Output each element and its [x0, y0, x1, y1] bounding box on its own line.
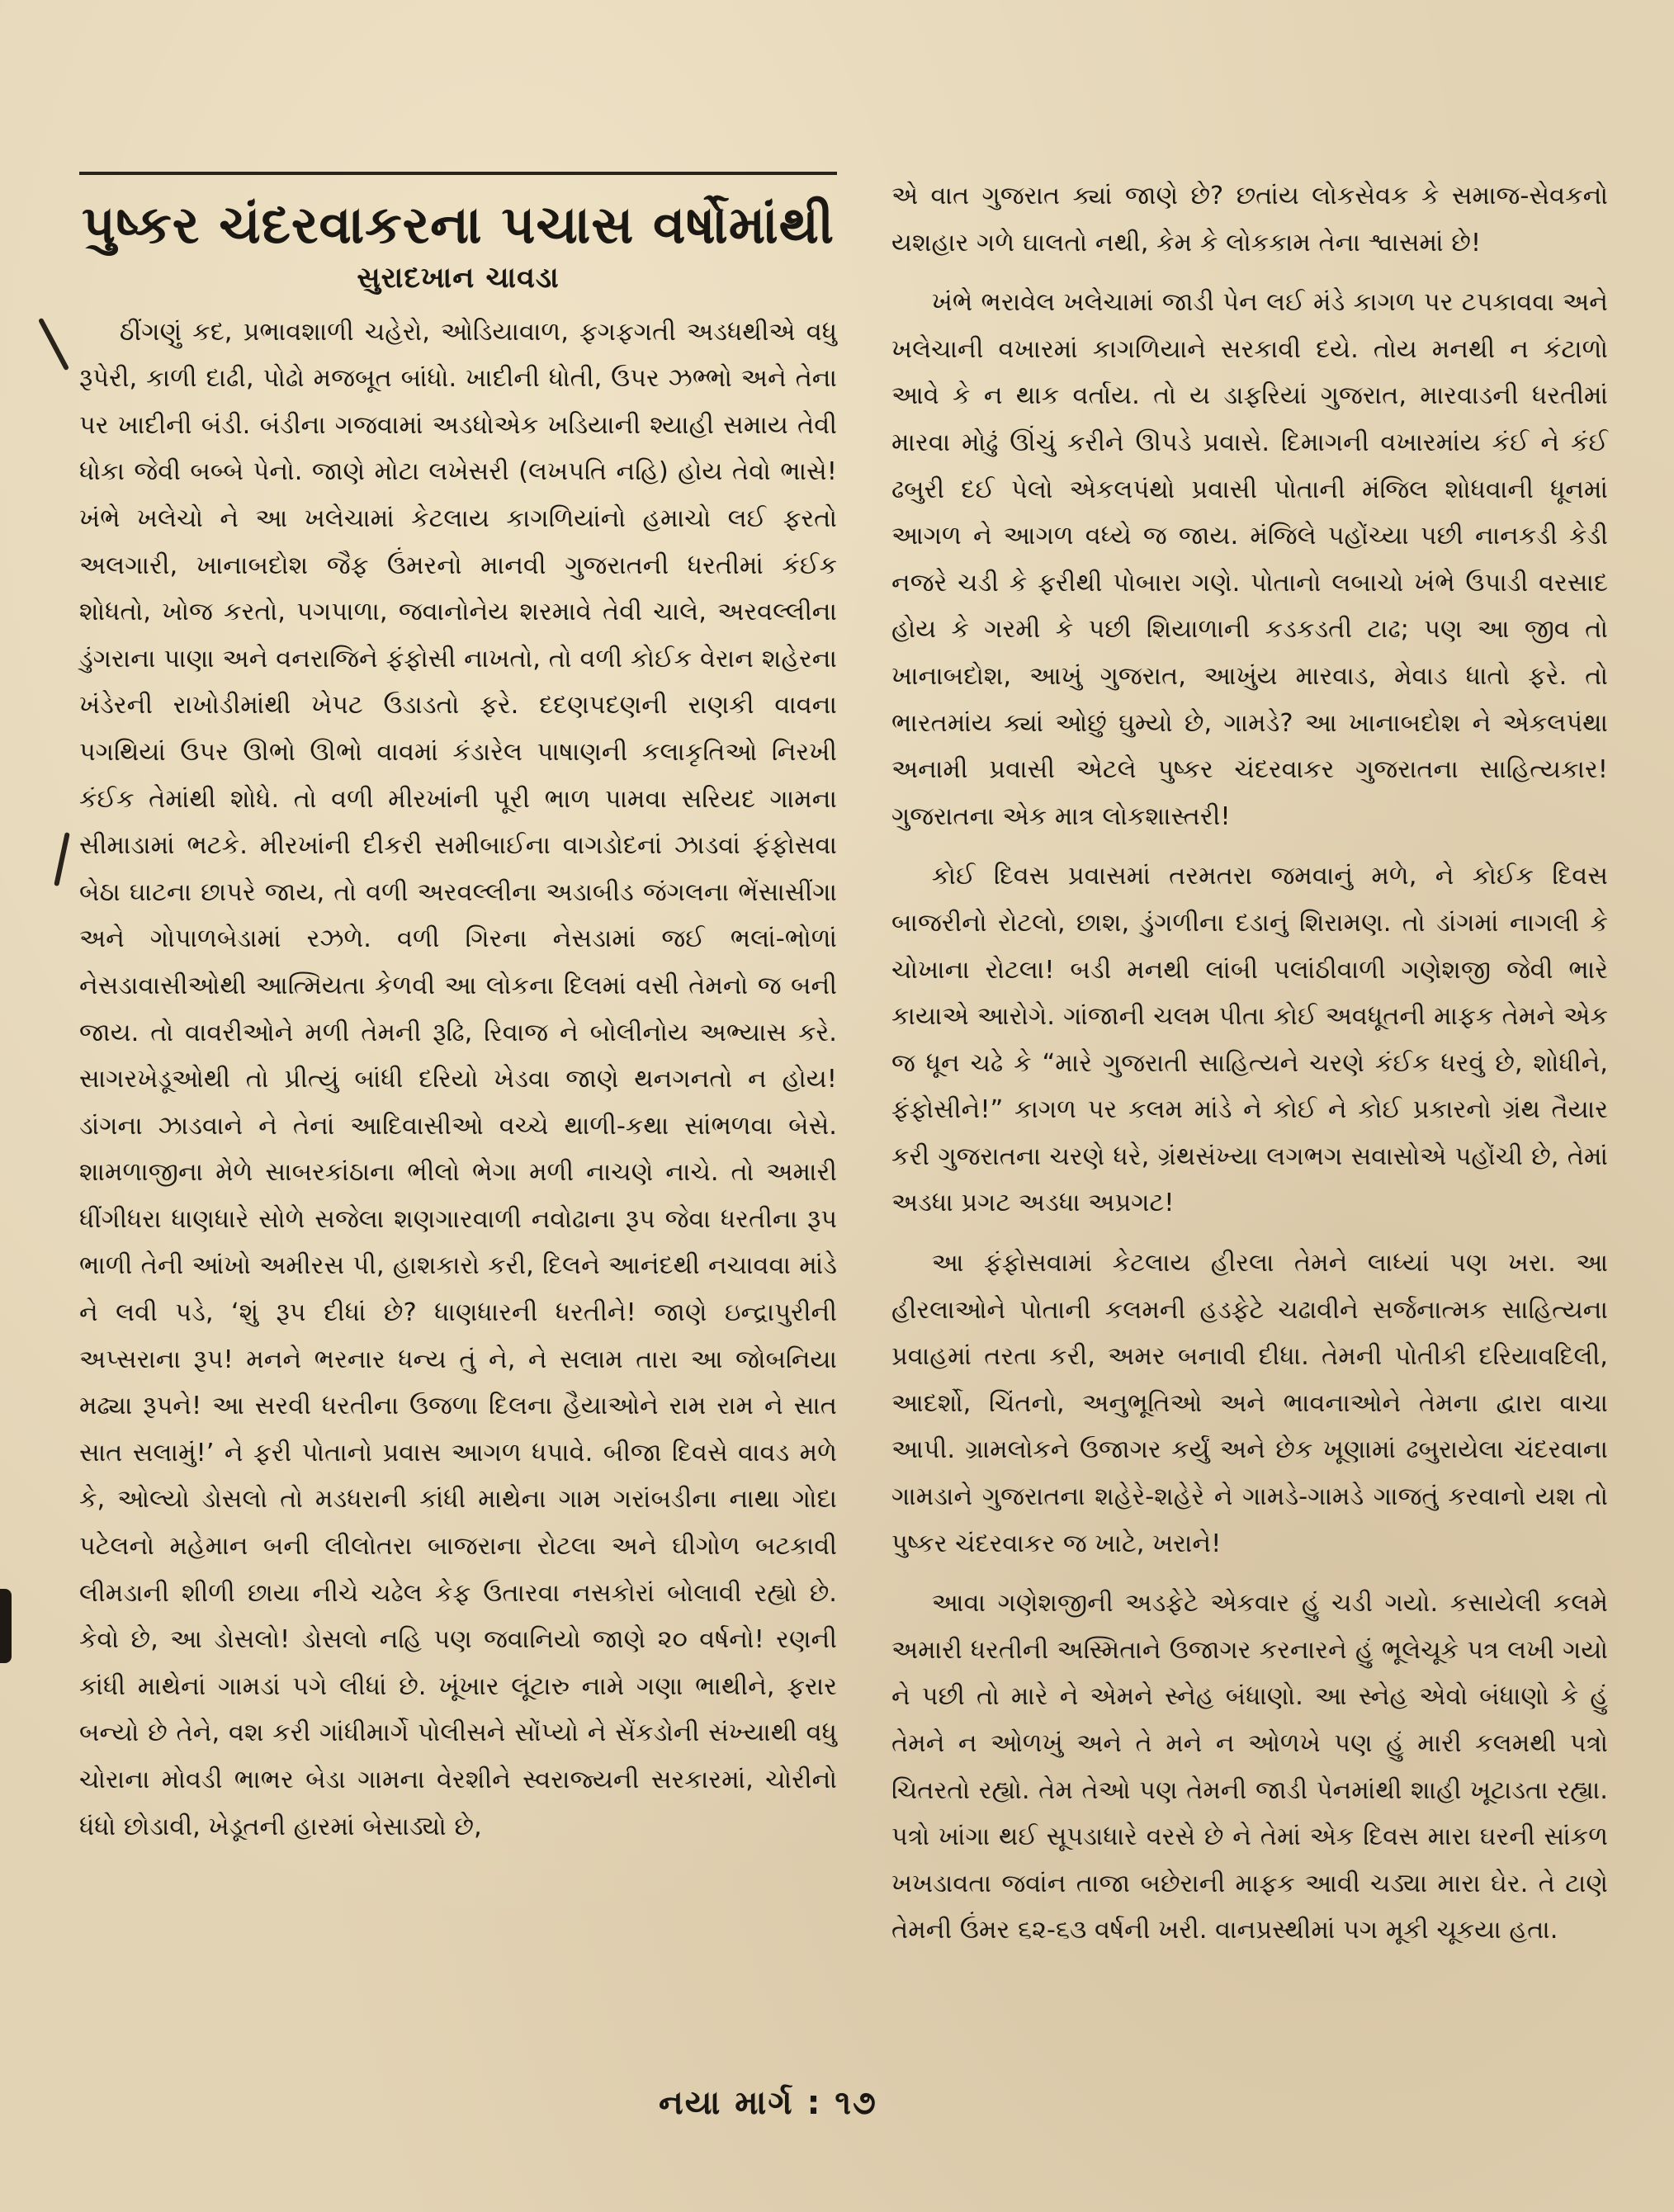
page-number: ૧૭	[835, 2084, 877, 2122]
right-column	[891, 173, 1608, 1954]
article-author: સુરાદખાન ચાવડા	[357, 261, 560, 295]
margin-pen-mark	[54, 832, 70, 886]
article-paragraph: એ વાત ગુજરાત ક્યાં જાણે છે? છતાંય લોકસેવક કે સમાજ-સેવકનો યશહાર ગળે ઘાલતો નથી, કેમ કે લોકકામ તેના શ્વાસમાં છે!	[891, 182, 1608, 258]
article-paragraph: આવા ગણેશજીની અડફેટે એકવાર હું ચડી ગયો. કસાયેલી કલમે અમારી ધરતીની અસ્મિતાને ઉજાગર કરનારને હું ભૂલેચૂકે પત્ર લખી ગયો ને પછી તો મારે ને એમને સ્નેહ બંધાણો. આ સ્નેહ એવો બંધાણો કે હું તેમને ન ઓળખું અને તે મને ન ઓળખે પણ હું મારી કલમથી પત્રો ચિતરતો રહ્યો. તેમ તેઓ પણ તેમની જાડી પેનમાંથી શાહી ખૂટાડતા રહ્યા. પત્રો ખાંગા થઈ સૂપડાધારે વરસે છે ને તેમાં એક દિવસ મારા ઘરની સાંકળ ખખડાવતા જવાંન તાજા બછેરાની માફક આવી ચડ્યા મારા ઘેર. તે ટાણે તેમની ઉંમર ૬૨-૬૩ વર્ષની ખરી. વાનપ્રસ્થીમાં પગ મૂકી ચૂકયા હતા.	[891, 1589, 1608, 1945]
page-footer	[659, 2084, 877, 2122]
article-paragraph: આ ફંફોસવામાં કેટલાય હીરલા તેમને લાધ્યાં પણ ખરા. આ હીરલાઓને પોતાની કલમની હડફેટે ચઢાવીને સર્જનાત્મક સાહિત્યના પ્રવાહમાં તરતા કરી, અમર બનાવી દીધા. તેમની પોતીકી દરિયાવદિલી, આદર્શો, ચિંતનો, અનુભૂતિઓ અને ભાવનાઓને તેમના દ્વારા વાચા આપી. ગ્રામલોકને ઉજાગર કર્યું અને છેક ખૂણામાં ઢબુરાયેલા ચંદરવાના ગામડાને ગુજરાતના શહેરે-શહેરે ને ગામડે-ગામડે ગાજતું કરવાનો યશ તો પુષ્કર ચંદરવાકર જ ખાટે, ખરાને!	[891, 1249, 1608, 1558]
article-paragraph: ખંભે ભરાવેલ ખલેચામાં જાડી પેન લઈ મંડે કાગળ પર ટપકાવવા અને ખલેચાની વખારમાં કાગળિયાને સરકાવી દયે. તોય મનથી ન કંટાળો આવે કે ન થાક વર્તાય. તો ય ડાફરિયાં ગુજરાત, મારવાડની ધરતીમાં મારવા મોઢું ઊંચું કરીને ઊપડે પ્રવાસે. દિમાગની વખારમાંય કંઈ ને કંઈ ઢબુરી દઈ પેલો એકલપંથો પ્રવાસી પોતાની મંજિલ શોધવાની ધૂનમાં આગળ ને આગળ વધ્યે જ જાય. મંજિલે પહોંચ્યા પછી નાનકડી કેડી નજરે ચડી કે ફરીથી પોબારા ગણે. પોતાનો લબાચો ખંભે ઉપાડી વરસાદ હોય કે ગરમી કે પછી શિયાળાની કડકડતી ટાઢ; પણ આ જીવ તો ખાનાબદોશ, આખું ગુજરાત, આખુંય મારવાડ, મેવાડ ધાતો ફરે. તો ભારતમાંય ક્યાં ઓછું ઘુમ્યો છે, ગામડે? આ ખાનાબદોશ ને એકલપંથા અનામી પ્રવાસી એટલે પુષ્કર ચંદરવાકર ગુજરાતના સાહિત્યકાર! ગુજરાતના એક માત્ર લોકશાસ્તરી!	[891, 288, 1608, 831]
journal-name: નયા માર્ગ	[659, 2084, 794, 2122]
footer-separator: :	[806, 2084, 822, 2122]
article-paragraph: કોઈ દિવસ પ્રવાસમાં તરમતરા જમવાનું મળે, ને કોઈક દિવસ બાજરીનો રોટલો, છાશ, ડુંગળીના દડાનું શિરામણ. તો ડાંગમાં નાગલી કે ચોખાના રોટલા! બડી મનથી લાંબી પલાંઠીવાળી ગણેશજી જેવી ભારે કાયાએ આરોગે. ગાંજાની ચલમ પીતા કોઈ અવધૂતની માફક તેમને એક જ ધૂન ચઢે કે “મારે ગુજરાતી સાહિત્યને ચરણે કંઈક ધરવું છે, શોધીને, ફંફોસીને!” કાગળ પર કલમ માંડે ને કોઈ ને કોઈ પ્રકારનો ગ્રંથ તૈયાર કરી ગુજરાતના ચરણે ધરે, ગ્રંથસંખ્યા લગભગ સવાસોએ પહોંચી છે, તેમાં અડધા પ્રગટ અડધા અપ્રગટ!	[891, 862, 1608, 1218]
article-title: પુષ્કર ચંદરવાકરના પચાસ વર્ષોમાંથી	[81, 195, 835, 255]
margin-pen-mark	[38, 318, 69, 371]
page-tear-mark	[0, 1589, 12, 1663]
left-column	[79, 169, 837, 1850]
article-paragraph: ઠીંગણું કદ, પ્રભાવશાળી ચહેરો, ઓડિયાવાળ, ફગફગતી અડધથીએ વધુ રૂપેરી, કાળી દાઢી, પોઢો મજબૂત બાંધો. ખાદીની ધોતી, ઉપર ઝભ્ભો અને તેના પર ખાદીની બંડી. બંડીના ગજવામાં અડધોએક ખડિયાની શ્યાહી સમાય તેવી ધોકા જેવી બબ્બે પેનો. જાણે મોટા લખેસરી (લખપતિ નહિ) હોય તેવો ભાસે! ખંભે ખલેચો ને આ ખલેચામાં કેટલાય કાગળિયાંનો હમાચો લઈ ફરતો અલગારી, ખાનાબદોશ જૈફ ઉંમરનો માનવી ગુજરાતની ધરતીમાં કંઈક શોધતો, ખોજ કરતો, પગપાળા, જવાનોનેય શરમાવે તેવી ચાલે, અરવલ્લીના ડુંગરાના પાણા અને વનરાજિને ફંફોસી નાખતો, તો વળી કોઈક વેરાન શહેરના ખંડેરની રાખોડીમાંથી ખેપટ ઉડાડતો ફરે. દદણપદણની રાણકી વાવના પગથિયાં ઉપર ઊભો ઊભો વાવમાં કંડારેલ પાષાણની કલાકૃતિઓ નિરખી કંઈક તેમાંથી શોધે. તો વળી મીરખાંની પૂરી ભાળ પામવા સરિયદ ગામના સીમાડામાં ભટકે. મીરખાંની દીકરી સમીબાઈના વાગડોદનાં ઝાડવાં ફંફોસવા બેઠા ઘાટના છાપરે જાય, તો વળી અરવલ્લીના અડાબીડ જંગલના ભેંસાસીંગા અને ગોપાળબેડામાં રઝળે. વળી ગિરના નેસડામાં જઈ ભલાં-ભોળાં નેસડાવાસીઓથી આત્મિયતા કેળવી આ લોકના દિલમાં વસી તેમનો જ બની જાય. તો વાવરીઓને મળી તેમની રૂઢિ, રિવાજ ને બોલીનોય અભ્યાસ કરે. સાગરખેડૂઓથી તો પ્રીત્યું બાંધી દરિયો ખેડવા જાણે થનગનતો ન હોય! ડાંગના ઝાડવાને ને તેનાં આદિવાસીઓ વચ્ચે થાળી-કથા સાંભળવા બેસે. શામળાજીના મેળે સાબરકાંઠાના ભીલો ભેગા મળી નાચણે નાચે. તો અમારી ધીંગીધરા ધાણધારે સોળે સજેલા શણગારવાળી નવોઢાના રૂપ જેવા ધરતીના રૂપ ભાળી તેની આંખો અમીરસ પી, હાશકારો કરી, દિલને આનંદથી નચાવવા માંડે ને લવી પડે, ‘શું રૂપ દીધાં છે? ધાણધારની ધરતીને! જાણે ઇન્દ્રાપુરીની અપ્સરાના રૂપ! મનને ભરનાર ધન્ય તું ને, ને સલામ તારા આ જોબનિયા મઢ્યા રૂપને! આ સરવી ધરતીના ઉજળા દિલના હૈયાઓને રામ રામ ને સાત સાત સલામું!’ ને ફરી પોતાનો પ્રવાસ આગળ ધપાવે. બીજા દિવસે વાવડ મળે કે, ઓલ્યો ડોસલો તો મડધરાની કાંધી માથેના ગામ ગરાંબડીના નાથા ગોદા પટેલનો મહેમાન બની લીલોતરા બાજરાના રોટલા અને ઘીગોળ બટકાવી લીમડાની શીળી છાયા નીચે ચઢેલ કેફ ઉતારવા નસકોરાં બોલાવી રહ્યો છે. કેવો છે, આ ડોસલો! ડોસલો નહિ પણ જવાનિયો જાણે ૨૦ વર્ષનો! રણની કાંધી માથેનાં ગામડાં પગે લીધાં છે. ખૂંખાર લૂંટારુ નામે ગણા ભાથીને, ફરાર બન્યો છે તેને, વશ કરી ગાંધીમાર્ગે પોલીસને સોંપ્યો ને સેંકડોની સંખ્યાથી વધુ ચોરાના મોવડી ભાભર બેડા ગામના વેરશીને સ્વરાજ્યની સરકારમાં, ચોરીનો ધંધો છોડાવી, ખેડૂતની હારમાં બેસાડ્યો છે,	[79, 317, 837, 1841]
